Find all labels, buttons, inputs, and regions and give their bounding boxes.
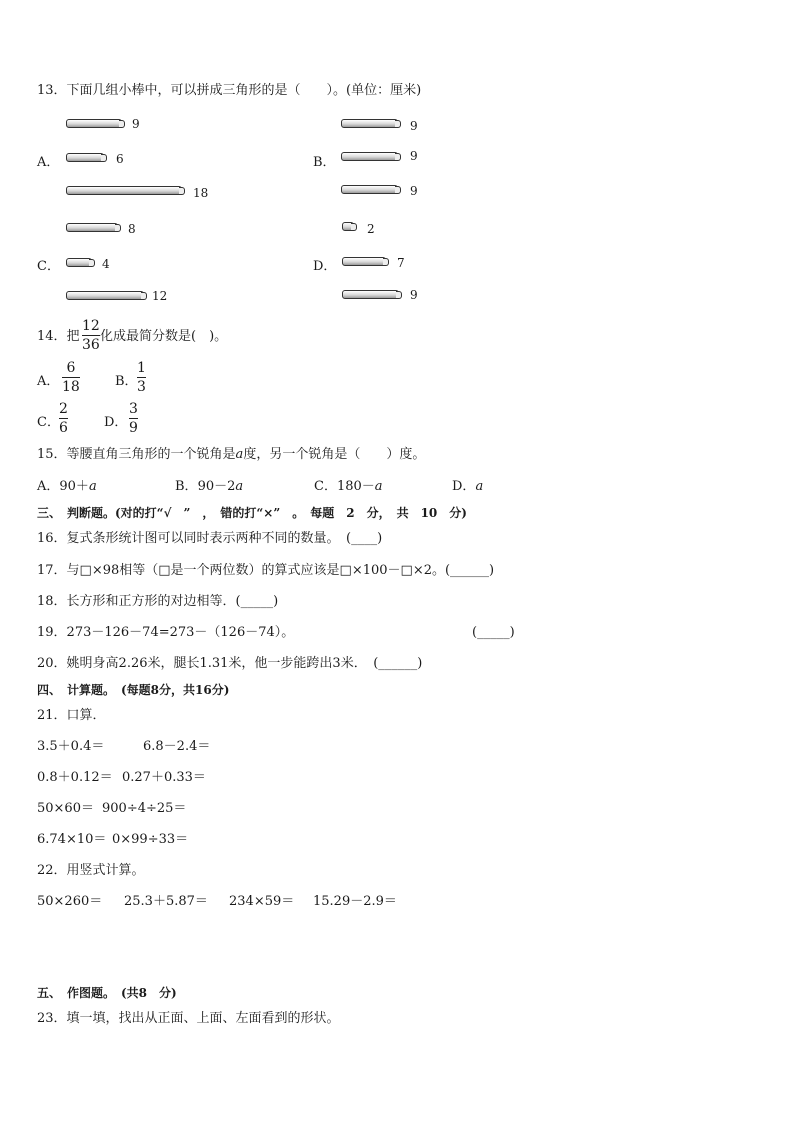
q15-option-a-letter: A．: [37, 479, 60, 494]
q15-option-a: [37, 478, 97, 496]
q15-stem-a: 15．等腰直角三角形的一个锐角是: [37, 447, 236, 462]
stick-c1-label: 8: [128, 222, 136, 236]
q14-option-c-num: 2: [59, 401, 68, 417]
q14-fraction: [82, 318, 100, 353]
fraction-bar: [137, 377, 146, 378]
q14-option-b-letter: B．: [115, 374, 138, 389]
stick-d1-label: 2: [367, 222, 375, 236]
stick-a1-label: 9: [132, 117, 140, 131]
section-5-heading: 五、 作图题。 (共8 分): [37, 986, 177, 1000]
q15-option-d-letter: D．: [452, 479, 476, 494]
stick-d3-label: 9: [410, 288, 418, 302]
stick-d3: [342, 290, 399, 299]
fraction-bar: [59, 418, 68, 419]
q15-option-a-var: a: [88, 479, 97, 494]
q18: 18．长方形和正方形的对边相等．(_____): [37, 594, 279, 609]
stick-c1: [66, 223, 118, 232]
stick-c2-label: 4: [102, 257, 110, 271]
q14-option-b-num: 1: [137, 360, 146, 376]
q22-item: 25.3＋5.87＝: [124, 894, 208, 909]
q15-option-c-text: 180－: [336, 479, 375, 494]
q15-option-a-text: 90＋: [59, 479, 89, 494]
q15-option-b-letter: B．: [175, 479, 198, 494]
q22-item: 50×260＝: [37, 894, 103, 909]
q14-option-d-den: 9: [129, 420, 138, 436]
q14-option-d-frac: [129, 401, 138, 436]
q15-option-b-text: 90－2: [197, 479, 236, 494]
q19-answer-blank[interactable]: (_____): [472, 625, 515, 640]
stick-b1-label: 9: [410, 119, 418, 133]
q14-option-d-letter: D．: [104, 415, 128, 430]
q20: 20．姚明身高2.26米，腿长1.31米，他一步能跨出3米． (______): [37, 656, 423, 671]
q15-option-c-letter: C．: [314, 479, 337, 494]
fraction-bar: [82, 335, 100, 336]
q14-option-c-den: 6: [59, 420, 68, 436]
stick-c2: [66, 258, 92, 267]
fraction-bar: [129, 418, 138, 419]
stick-b3-label: 9: [410, 184, 418, 198]
stick-d1: [342, 222, 354, 231]
q15-var: a: [235, 447, 244, 462]
section-4-heading: 四、 计算题。 (每题8分，共16分): [37, 683, 230, 697]
fraction-bar: [62, 377, 80, 378]
q14-option-c-frac: [59, 401, 68, 436]
q15-option-d-var: a: [475, 479, 484, 494]
stick-b2: [341, 152, 398, 161]
q13-option-c-letter: C．: [37, 259, 60, 274]
stick-c3-label: 12: [152, 289, 168, 303]
q21-item: 900÷4÷25＝: [102, 801, 187, 816]
q15-option-b: [175, 478, 243, 496]
q13-option-d-letter: D．: [313, 259, 337, 274]
q14-frac-den: 36: [82, 337, 100, 353]
q16: 16．复式条形统计图可以同时表示两种不同的数量。 (____): [37, 531, 383, 546]
q21-item: 50×60＝: [37, 801, 94, 816]
stick-a1: [66, 119, 122, 128]
q14-option-c-letter: C．: [37, 415, 60, 430]
stick-a2-label: 6: [116, 152, 124, 166]
q21-item: 0.8＋0.12＝: [37, 770, 113, 785]
q14-option-a-letter: A．: [37, 374, 60, 389]
q22-title: 22．用竖式计算。: [37, 863, 145, 878]
stick-c3: [66, 291, 144, 300]
q14-option-b-frac: [137, 360, 146, 395]
q13-stem: 13．下面几组小棒中，可以拼成三角形的是（ ）。(单位：厘米): [37, 83, 422, 98]
q14-prefix: 14．把: [37, 329, 80, 344]
q15-option-c: [314, 478, 383, 496]
stick-a3-label: 18: [193, 186, 209, 200]
q19: 19．273－126－74=273－（126－74）。: [37, 625, 295, 640]
stick-b2-label: 9: [410, 149, 418, 163]
q14-option-a-frac: [62, 360, 80, 395]
stick-b3: [341, 185, 398, 194]
stick-a2: [66, 153, 104, 162]
stick-a3: [66, 186, 182, 195]
q21-item: 6.8－2.4＝: [143, 739, 211, 754]
q14-option-a-den: 18: [62, 379, 80, 395]
q14-option-a-num: 6: [66, 360, 76, 376]
q22-item: 15.29－2.9＝: [313, 894, 397, 909]
q17: 17．与□×98相等（□是一个两位数）的算式应该是□×100－□×2。(______): [37, 563, 495, 578]
q14-option-b-den: 3: [137, 379, 146, 395]
q21-item: 3.5＋0.4＝: [37, 739, 105, 754]
q14-option-d-num: 3: [129, 401, 138, 417]
stick-d2: [342, 257, 386, 266]
q21-title: 21．口算．: [37, 708, 106, 723]
q15-option-c-var: a: [374, 479, 383, 494]
q22-item: 234×59＝: [229, 894, 295, 909]
q15-option-b-var: a: [235, 479, 244, 494]
stick-d2-label: 7: [397, 256, 405, 270]
q23: 23．填一填，找出从正面、上面、左面看到的形状。: [37, 1011, 340, 1026]
q15-stem-b: 度，另一个锐角是（ ）度。: [243, 447, 426, 462]
q21-item: 0.27＋0.33＝: [122, 770, 206, 785]
stick-b1: [341, 119, 398, 128]
q14-frac-num: 12: [82, 318, 100, 334]
q21-item: 6.74×10＝: [37, 832, 107, 847]
section-3-heading: 三、 判断题。(对的打“√ ” ， 错的打“×” 。 每题 2 分， 共 10 分): [37, 506, 467, 520]
q21-item: 0×99÷33＝: [112, 832, 189, 847]
q14-suffix: 化成最简分数是( )。: [100, 329, 228, 344]
q13-option-a-letter: A．: [37, 155, 60, 170]
q15-option-d: [452, 478, 483, 496]
q13-option-b-letter: B．: [313, 155, 336, 170]
q15-stem: [37, 446, 425, 464]
